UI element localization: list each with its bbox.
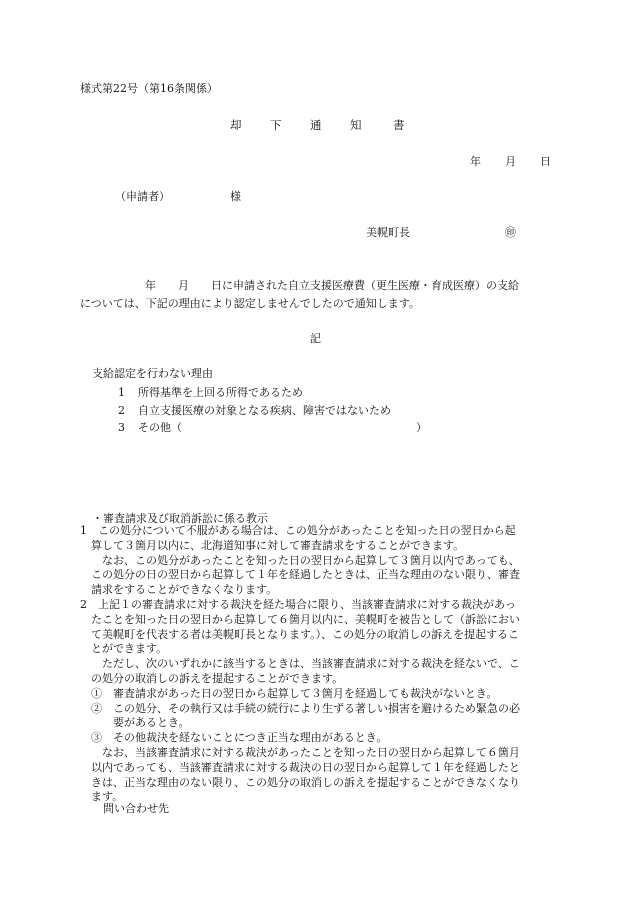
date-day: 日: [540, 155, 551, 168]
reason-text: その他（: [138, 421, 182, 434]
inquiry-label: 問い合わせ先: [103, 802, 169, 815]
appeal-line: この処分の日の翌日から起算して１年を経過したときは、正当な理由のない限り、審査: [91, 568, 520, 582]
appeal-line: 以内であっても、当該審査請求に対する裁決の日の翌日から起算して１年を経過したと: [91, 760, 520, 774]
reason-number: 2: [118, 404, 125, 417]
appeal-line: なお、この処分があったことを知った日の翌日から起算して３箇月以内であっても、: [102, 553, 520, 567]
appeal-line: とができます。: [91, 642, 168, 656]
ki-label: 記: [310, 332, 321, 345]
reason-item-2: [118, 402, 391, 418]
title-char: 通: [310, 118, 322, 132]
appeal-line: 請求をすることができなくなります。: [91, 583, 278, 597]
appeal-line: 2 上記１の審査請求に対する裁決を経た場合に限り、当該審査請求に対する裁決があっ: [80, 598, 516, 611]
date-line: [470, 153, 551, 169]
appeal-line: ① 審査請求があった日の翌日から起算して３箇月を経過しても裁決がないとき。: [91, 686, 498, 700]
reason-item-3: [118, 419, 182, 435]
appeal-section-2: [80, 598, 520, 805]
title-char: 却: [230, 118, 242, 132]
reason-number: 3: [118, 421, 125, 434]
seal-mark: ㊞: [505, 226, 516, 239]
title-char: 書: [393, 118, 405, 132]
appeal-line: ます。: [91, 790, 124, 804]
reason-number: 1: [118, 386, 125, 399]
appeal-line: ただし、次のいずれかに該当するときは、当該審査請求に対する裁決を経ないで、こ: [102, 657, 520, 671]
issuer-name: 美幌町長: [366, 226, 410, 239]
appeal-line: 算して３箇月以内に、北海道知事に対して審査請求をすることができます。: [91, 538, 465, 552]
body-line-1: 年 月 日に申請された自立支援医療費（更生医療・育成医療）の支給: [145, 279, 519, 292]
appeal-line: 要があるとき。: [113, 716, 190, 730]
title-char: 知: [350, 118, 362, 132]
date-year: 年: [470, 155, 481, 168]
form-number: 様式第22号（第16条関係）: [80, 82, 218, 95]
appeal-line: 1 この処分について不服がある場合は、この処分があったことを知った日の翌日から起: [80, 524, 516, 537]
title-char: 下: [270, 118, 282, 132]
page-title: [230, 117, 405, 133]
reasons-heading: 支給認定を行わない理由: [92, 367, 213, 380]
addressee-honorific: 様: [230, 190, 241, 203]
appeal-heading: ・審査請求及び取消訴訟に係る教示: [92, 512, 268, 525]
reason-item-1: [118, 384, 303, 400]
appeal-line: ③ その他裁決を経ないことにつき正当な理由があるとき。: [91, 731, 388, 745]
appeal-line: て美幌町を代表する者は美幌町長となります。）、この処分の取消しの訴えを提起するこ: [91, 627, 520, 641]
appeal-line: なお、当該審査請求に対する裁決があったことを知った日の翌日から起算して６箇月: [102, 745, 520, 759]
date-month: 月: [505, 155, 516, 168]
addressee-label: （申請者）: [115, 190, 170, 203]
appeal-section-1: [80, 524, 520, 598]
appeal-line: の処分の取消しの訴えを提起することができます。: [91, 671, 344, 685]
reason-text: 所得基準を上回る所得であるため: [138, 386, 303, 399]
reason-text: 自立支援医療の対象となる疾病、障害ではないため: [138, 404, 391, 417]
appeal-line: ② この処分、その執行又は手続の続行により生ずる著しい損害を避けるため緊急の必: [91, 701, 520, 715]
appeal-line: きは、正当な理由のない限り、この処分の取消しの訴えを提起することができなくなり: [91, 775, 520, 789]
body-line-2: については、下記の理由により認定しませんでしたので通知します。: [80, 297, 420, 310]
appeal-line: たことを知った日の翌日から起算して６箇月以内に、美幌町を被告として（訴訟におい: [91, 612, 520, 626]
reason-close-paren: ）: [416, 421, 427, 434]
